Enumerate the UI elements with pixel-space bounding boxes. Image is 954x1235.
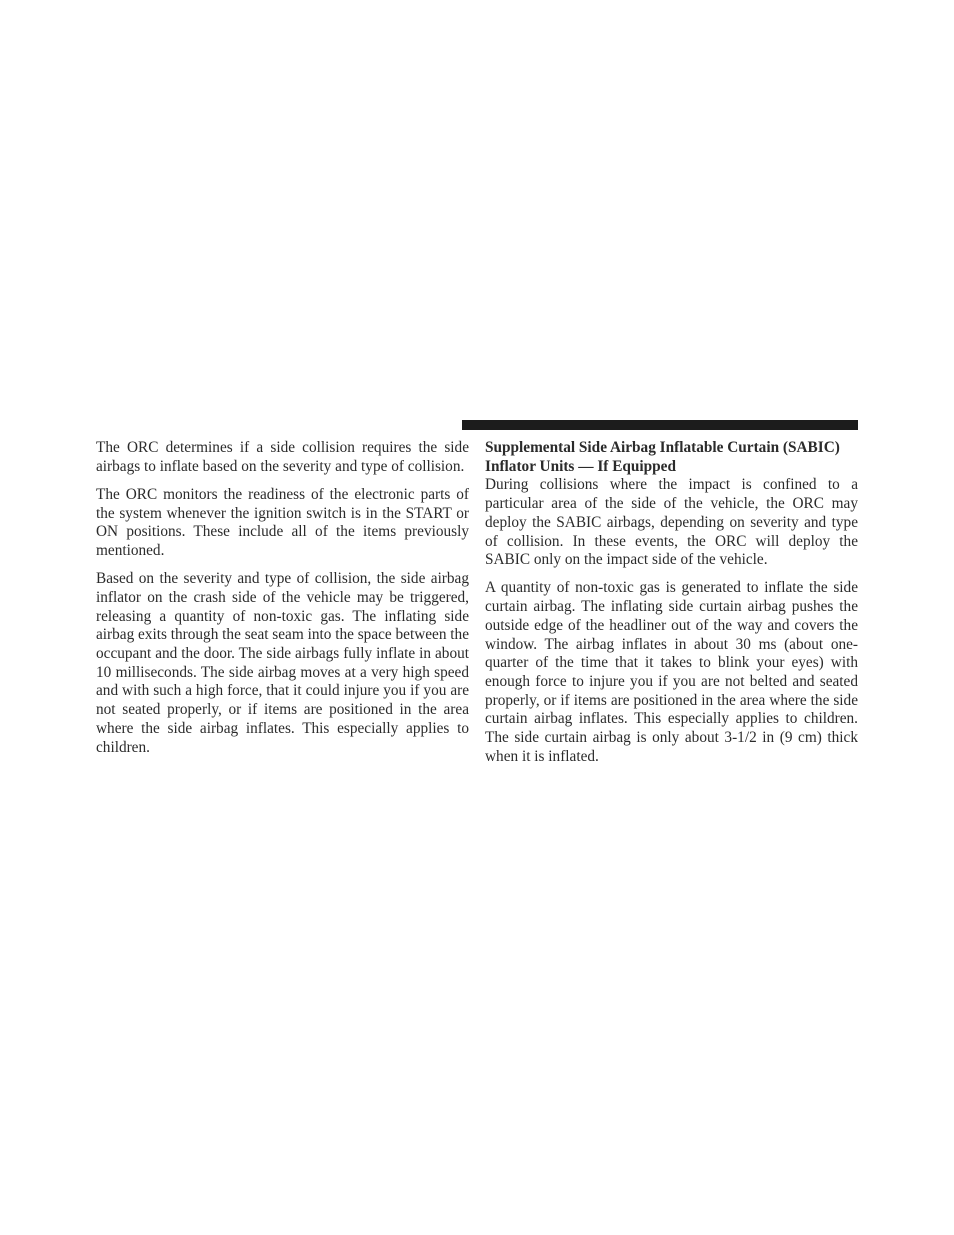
- right-text-column: [485, 439, 858, 776]
- left-text-column: [96, 439, 469, 767]
- left-paragraph-1: The ORC determines if a side collision requires the side airbags to inflate based on the severity and type of collision.: [96, 439, 469, 475]
- left-paragraph-3: Based on the severity and type of collision, the side airbag inflator on the crash side of the vehicle may be triggered, releasing a quantity of non-toxic gas. The inflating side airbag exits through the seat seam into the space between the occupant and the door. The side airbags fully inflate in about 10 milliseconds. The side airbag moves at a very high speed and with such a high force, that it could injure you if you are not seated properly, or if items are positioned in the area where the side airbag inflates. This especially applies to children.: [96, 570, 469, 756]
- section-heading: Supplemental Side Airbag Inflatable Curtain (SABIC) Inflator Units — If Equipped: [485, 439, 840, 475]
- right-paragraph-1: During collisions where the impact is confined to a particular area of the side of the vehicle, the ORC may deploy the SABIC airbags, depending on severity and type of collision. In these events, the ORC will deploy the SABIC only on the impact side of the vehicle.: [485, 476, 858, 569]
- left-paragraph-2: The ORC monitors the readiness of the electronic parts of the system whenever the ignition switch is in the START or ON positions. These include all of the items previously mentioned.: [96, 485, 469, 560]
- right-paragraph-2: A quantity of non-toxic gas is generated to inflate the side curtain airbag. The inflating side curtain airbag pushes the outside edge of the headliner out of the way and covers the window. The airbag inflates in about 30 ms (about one-quarter of the time that it takes to blink your eyes) with enough force to injure you if you are not belted and seated properly, or if items are positioned in the area where the side curtain airbag inflates. This especially applies to children. The side curtain airbag is only about 3-1/2 in (9 cm) thick when it is inflated.: [485, 579, 858, 765]
- section-rule-bar: [462, 420, 858, 430]
